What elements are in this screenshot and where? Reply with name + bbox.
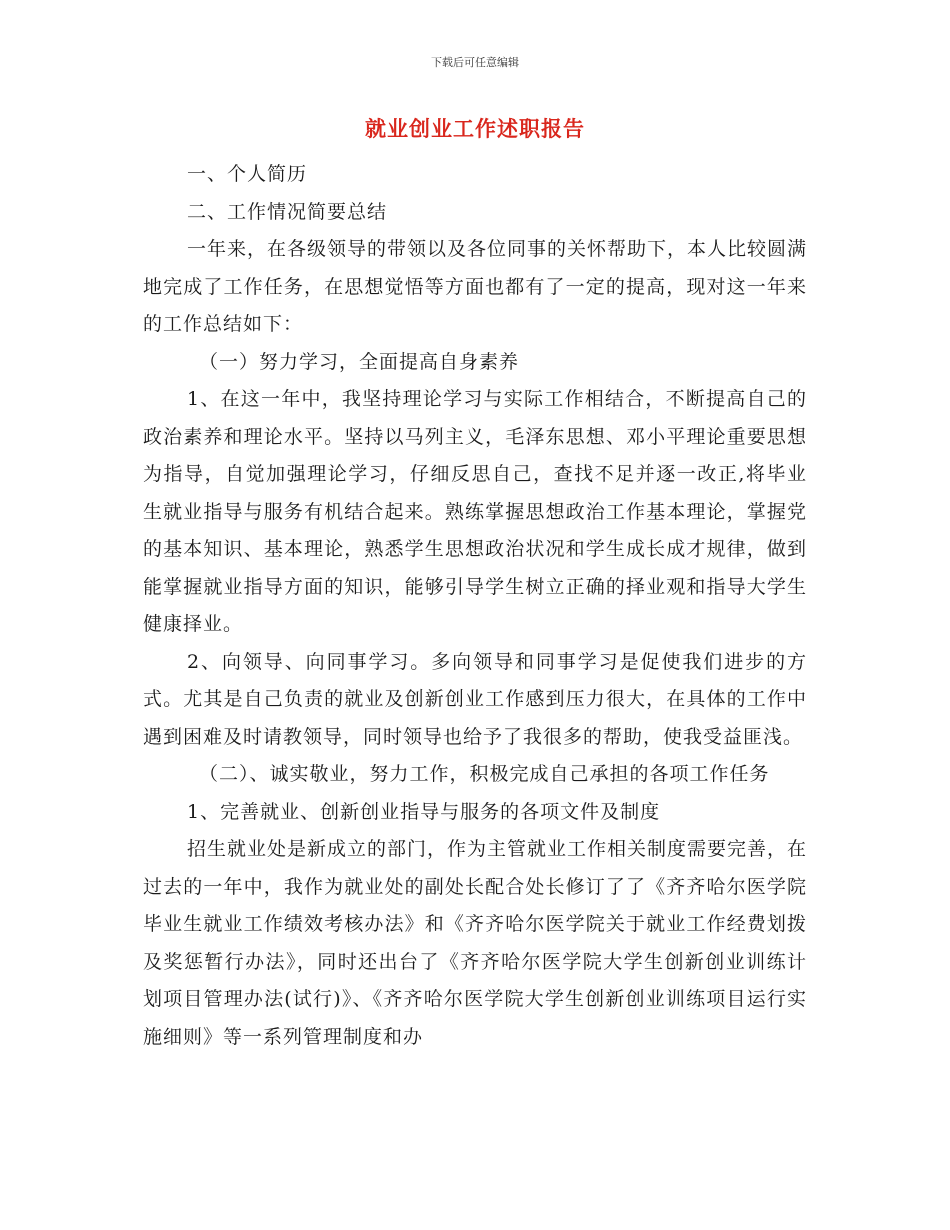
paragraph-item-1: 1、在这一年中，我坚持理论学习与实际工作相结合，不断提高自己的政治素养和理论水平。坚持以马列主义，毛泽东思想、邓小平理论重要思想为指导，自觉加强理论学习，仔细反思自己，查找不足并逐一改正,将毕业生就业指导与服务有机结合起来。熟练掌握思想政治工作基本理论，掌握党的基本知识、基本理论，熟悉学生思想政治状况和学生成长成才规律，做到能掌握就业指导方面的知识，能够引导学生树立正确的择业观和指导大学生健康择业。 — [143, 388, 807, 635]
paragraph-item-2: 2、向领导、向同事学习。多向领导和同事学习是促使我们进步的方式。尤其是自己负责的就业及创新创业工作感到压力很大，在具体的工作中遇到困难及时请教领导，同时领导也给予了我很多的帮助，使我受益匪浅。 — [143, 650, 807, 748]
paragraph-intro: 一年来，在各级领导的带领以及各位同事的关怀帮助下，本人比较圆满地完成了工作任务，在思想觉悟等方面也都有了一定的提高，现对这一年来的工作总结如下： — [143, 238, 808, 335]
paragraph-item-4: 招生就业处是新成立的部门，作为主管就业工作相关制度需要完善，在过去的一年中，我作为就业处的副处长配合处长修订了了《齐齐哈尔医学院毕业生就业工作绩效考核办法》和《齐齐哈尔医学院关于就业工作经费划拨及奖惩暂行办法》，同时还出台了《齐齐哈尔医学院大学生创新创业训练计划项目管理办法(试行)》、《齐齐哈尔医学院大学生创新创业训练项目运行实施细则》等一系列管理制度和办 — [143, 838, 808, 1048]
paragraph-heading-1: 一、个人简历 — [187, 163, 308, 185]
paragraph-subheading-2: （二）、诚实敬业，努力工作，积极完成自己承担的各项工作任务 — [199, 763, 770, 785]
document-title: 就业创业工作述职报告 — [365, 117, 585, 141]
document-body — [143, 156, 807, 1056]
paragraph-subheading-1: （一）努力学习，全面提高自身素养 — [199, 350, 520, 373]
paragraph-item-3: 1、完善就业、创新创业指导与服务的各项文件及制度 — [187, 800, 661, 823]
header-note: 下载后可任意编辑 — [431, 56, 519, 69]
paragraph-heading-2: 二、工作情况简要总结 — [187, 200, 388, 223]
